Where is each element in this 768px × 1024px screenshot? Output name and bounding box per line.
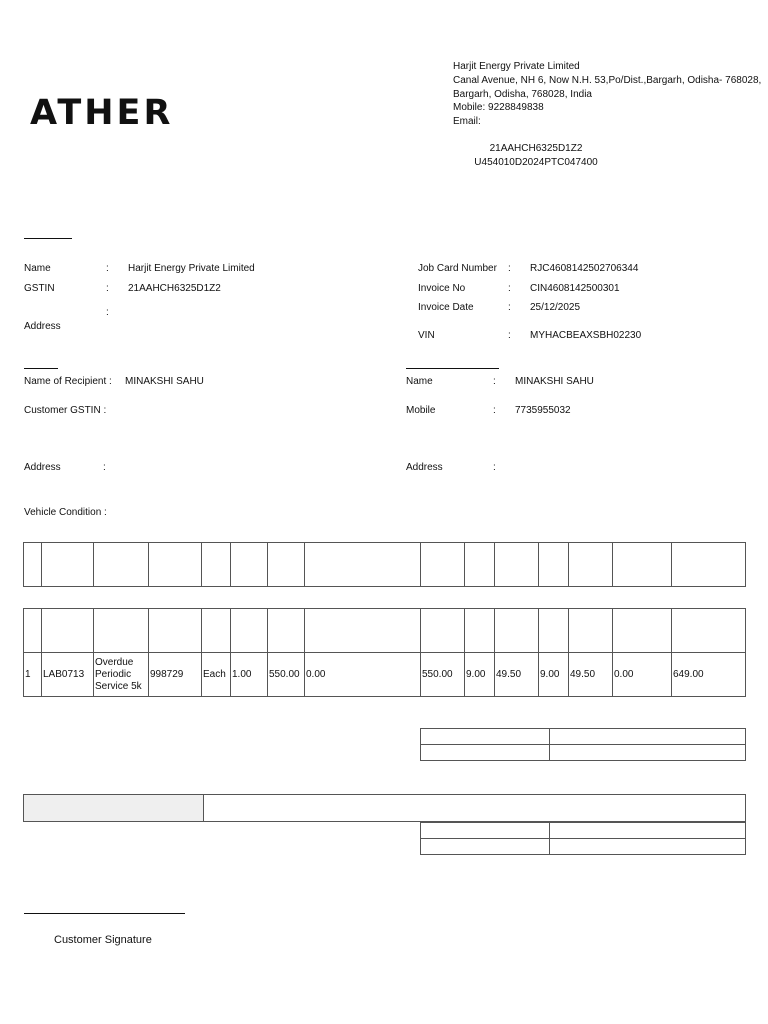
invoice-no-label: Invoice No bbox=[418, 283, 466, 294]
dealer-address-line2: Bargarh, Odisha, 768028, India bbox=[453, 88, 592, 100]
summary-table bbox=[420, 728, 746, 761]
item-sgst-amount: 49.50 bbox=[569, 653, 613, 697]
colon: : bbox=[508, 330, 511, 341]
ship-mobile-label: Mobile bbox=[406, 405, 436, 416]
signature-line bbox=[24, 913, 185, 914]
invoice-date-label: Invoice Date bbox=[418, 302, 474, 313]
colon: : bbox=[493, 405, 496, 416]
invoice-date-value: 25/12/2025 bbox=[530, 302, 581, 313]
seller-gstin-label: GSTIN bbox=[24, 283, 55, 294]
colon: : bbox=[106, 283, 109, 294]
item-cgst-amount: 49.50 bbox=[495, 653, 539, 697]
recipient-name-value: MINAKSHI SAHU bbox=[125, 376, 204, 387]
items-table bbox=[23, 608, 746, 697]
colon: : bbox=[508, 302, 511, 313]
item-sl: 1 bbox=[24, 653, 42, 697]
amount-words-table bbox=[23, 794, 746, 822]
seller-address-label: Address bbox=[24, 321, 61, 332]
item-qty: 1.00 bbox=[231, 653, 268, 697]
table-row bbox=[421, 745, 746, 761]
item-uom: Each bbox=[202, 653, 231, 697]
item-discount: 0.00 bbox=[305, 653, 421, 697]
section-rule bbox=[24, 238, 72, 239]
items-header-table bbox=[23, 542, 746, 587]
section-rule bbox=[24, 368, 58, 369]
table-row bbox=[24, 795, 746, 822]
totals-table bbox=[420, 822, 746, 855]
dealer-address-line1: Canal Avenue, NH 6, Now N.H. 53,Po/Dist.,Bargarh, Odisha- 768028, bbox=[453, 74, 762, 86]
item-total: 649.00 bbox=[672, 653, 746, 697]
seller-gstin-value: 21AAHCH6325D1Z2 bbox=[128, 283, 221, 294]
vin-label: VIN bbox=[418, 330, 435, 341]
section-rule bbox=[406, 368, 499, 369]
dealer-info bbox=[453, 60, 761, 129]
job-card-value: RJC4608142502706344 bbox=[530, 263, 639, 274]
customer-gstin-label: Customer GSTIN : bbox=[24, 405, 107, 416]
item-description: Overdue Periodic Service 5k bbox=[94, 653, 149, 697]
item-rate: 550.00 bbox=[268, 653, 305, 697]
ship-mobile-value: 7735955032 bbox=[515, 405, 571, 416]
amount-words-value-cell bbox=[204, 795, 746, 822]
vehicle-condition-label: Vehicle Condition : bbox=[24, 507, 107, 518]
ather-logo: ATHER bbox=[30, 93, 174, 133]
colon: : bbox=[508, 263, 511, 274]
colon: : bbox=[103, 462, 106, 473]
item-hsn: 998729 bbox=[149, 653, 202, 697]
ship-address-label: Address bbox=[406, 462, 443, 473]
customer-signature-label: Customer Signature bbox=[54, 934, 152, 946]
recipient-address-label: Address bbox=[24, 462, 61, 473]
item-sgst-rate: 9.00 bbox=[539, 653, 569, 697]
table-row bbox=[24, 609, 746, 653]
dealer-mobile: Mobile: 9228849838 bbox=[453, 102, 544, 114]
table-row bbox=[421, 823, 746, 839]
seller-name-label: Name bbox=[24, 263, 51, 274]
dealer-cin: U454010D2024PTC047400 bbox=[474, 156, 598, 168]
table-row bbox=[24, 653, 746, 697]
dealer-name: Harjit Energy Private Limited bbox=[453, 61, 580, 72]
recipient-name-label: Name of Recipient : bbox=[24, 376, 112, 387]
item-other: 0.00 bbox=[613, 653, 672, 697]
dealer-ids bbox=[420, 142, 652, 170]
dealer-email: Email: bbox=[453, 116, 481, 128]
item-taxable: 550.00 bbox=[421, 653, 465, 697]
seller-name-value: Harjit Energy Private Limited bbox=[128, 263, 255, 274]
table-row bbox=[421, 839, 746, 855]
vin-value: MYHACBEAXSBH02230 bbox=[530, 330, 642, 341]
job-card-label: Job Card Number bbox=[418, 263, 497, 274]
colon: : bbox=[508, 283, 511, 294]
colon: : bbox=[106, 307, 109, 318]
colon: : bbox=[106, 263, 109, 274]
colon: : bbox=[493, 376, 496, 387]
colon: : bbox=[493, 462, 496, 473]
ship-name-value: MINAKSHI SAHU bbox=[515, 376, 594, 387]
dealer-gstin: 21AAHCH6325D1Z2 bbox=[489, 143, 583, 154]
item-code: LAB0713 bbox=[42, 653, 94, 697]
table-row bbox=[24, 543, 746, 587]
ship-name-label: Name bbox=[406, 376, 433, 387]
amount-words-label-cell bbox=[24, 795, 204, 822]
item-cgst-rate: 9.00 bbox=[465, 653, 495, 697]
table-row bbox=[421, 729, 746, 745]
invoice-no-value: CIN4608142500301 bbox=[530, 283, 620, 294]
